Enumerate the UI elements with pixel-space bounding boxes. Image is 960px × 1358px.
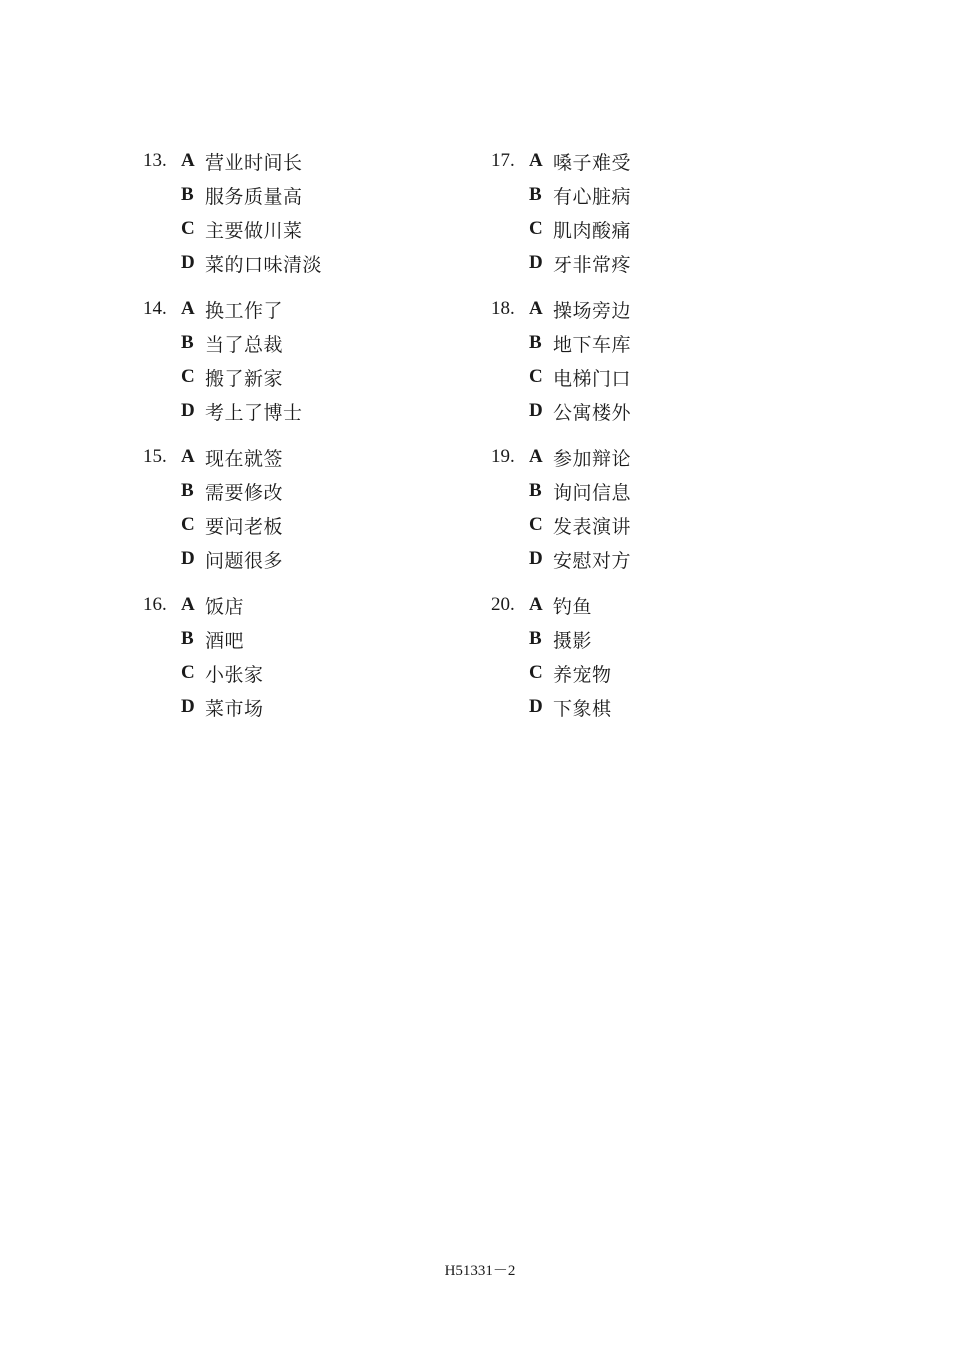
option-letter: B [529,332,542,353]
question-block [491,440,631,576]
option-letter: D [529,252,543,273]
option-letter: D [181,252,195,273]
option-text: 发表演讲 [553,515,632,538]
question-number: 19. [491,446,515,467]
question-number: 13. [143,150,167,171]
option-row [143,292,322,326]
option-row [143,542,322,576]
option-letter: B [529,480,542,501]
option-row [143,508,322,542]
question-block [491,292,631,428]
option-letter: C [181,514,195,535]
option-row [491,144,631,178]
option-letter: B [529,184,542,205]
option-letter: D [181,400,195,421]
option-text: 安慰对方 [553,549,632,572]
option-row [143,246,322,280]
option-letter: A [529,594,543,615]
question-number: 15. [143,446,167,467]
option-row [491,246,631,280]
option-row [143,656,322,690]
option-text: 钓鱼 [553,595,593,618]
option-row [491,542,631,576]
option-letter: A [529,150,543,171]
option-row [143,394,322,428]
option-letter: D [529,400,543,421]
option-row [143,622,322,656]
option-row [491,212,631,246]
option-row [143,440,322,474]
option-letter: B [181,184,194,205]
option-letter: C [181,662,195,683]
question-number: 17. [491,150,515,171]
question-number: 14. [143,298,167,319]
option-text: 牙非常疼 [553,253,632,276]
option-letter: C [529,366,543,387]
option-text: 公寓楼外 [553,401,632,424]
option-row [491,326,631,360]
option-row [143,326,322,360]
option-letter: C [529,514,543,535]
option-row [491,588,631,622]
option-letter: C [529,662,543,683]
option-text: 需要修改 [205,481,284,504]
option-text: 换工作了 [205,299,284,322]
option-row [143,212,322,246]
option-text: 肌肉酸痛 [553,219,632,242]
question-block [143,440,322,576]
option-letter: B [181,480,194,501]
option-row [491,360,631,394]
option-text: 操场旁边 [553,299,632,322]
option-letter: D [529,548,543,569]
option-letter: A [181,298,195,319]
option-letter: C [181,366,195,387]
option-text: 考上了博士 [205,401,303,424]
option-text: 询问信息 [553,481,632,504]
option-row [491,178,631,212]
option-row [491,656,631,690]
option-letter: A [181,150,195,171]
option-text: 问题很多 [205,549,284,572]
option-letter: A [181,446,195,467]
option-text: 要问老板 [205,515,284,538]
option-text: 菜的口味清淡 [205,253,323,276]
option-text: 饭店 [205,595,245,618]
option-row [143,178,322,212]
option-text: 小张家 [205,663,264,686]
option-text: 嗓子难受 [553,151,632,174]
option-text: 搬了新家 [205,367,284,390]
option-text: 酒吧 [205,629,245,652]
option-letter: A [181,594,195,615]
question-block [143,292,322,428]
option-letter: B [529,628,542,649]
question-number: 18. [491,298,515,319]
option-row [491,508,631,542]
option-text: 有心脏病 [553,185,632,208]
option-letter: C [181,218,195,239]
option-text: 养宠物 [553,663,612,686]
question-block [491,144,631,280]
option-letter: B [181,332,194,353]
question-number: 16. [143,594,167,615]
left-question-column [143,144,322,736]
option-text: 营业时间长 [205,151,303,174]
right-question-column [491,144,631,736]
option-row [491,622,631,656]
question-block [491,588,631,724]
option-text: 地下车库 [553,333,632,356]
option-text: 当了总裁 [205,333,284,356]
option-text: 菜市场 [205,697,264,720]
option-row [491,394,631,428]
option-letter: D [529,696,543,717]
option-text: 主要做川菜 [205,219,303,242]
option-text: 服务质量高 [205,185,303,208]
option-text: 下象棋 [553,697,612,720]
option-letter: A [529,298,543,319]
option-row [143,690,322,724]
option-row [491,474,631,508]
option-letter: D [181,548,195,569]
page-footer: H51331－2 [444,1263,516,1279]
option-row [491,292,631,326]
option-text: 参加辩论 [553,447,632,470]
option-row [143,474,322,508]
question-number: 20. [491,594,515,615]
option-letter: B [181,628,194,649]
option-row [491,440,631,474]
option-text: 摄影 [553,629,593,652]
option-row [143,588,322,622]
option-letter: D [181,696,195,717]
option-row [143,144,322,178]
option-row [143,360,322,394]
option-text: 现在就签 [205,447,284,470]
option-letter: A [529,446,543,467]
option-letter: C [529,218,543,239]
option-row [491,690,631,724]
option-text: 电梯门口 [553,367,632,390]
question-block [143,144,322,280]
question-block [143,588,322,724]
